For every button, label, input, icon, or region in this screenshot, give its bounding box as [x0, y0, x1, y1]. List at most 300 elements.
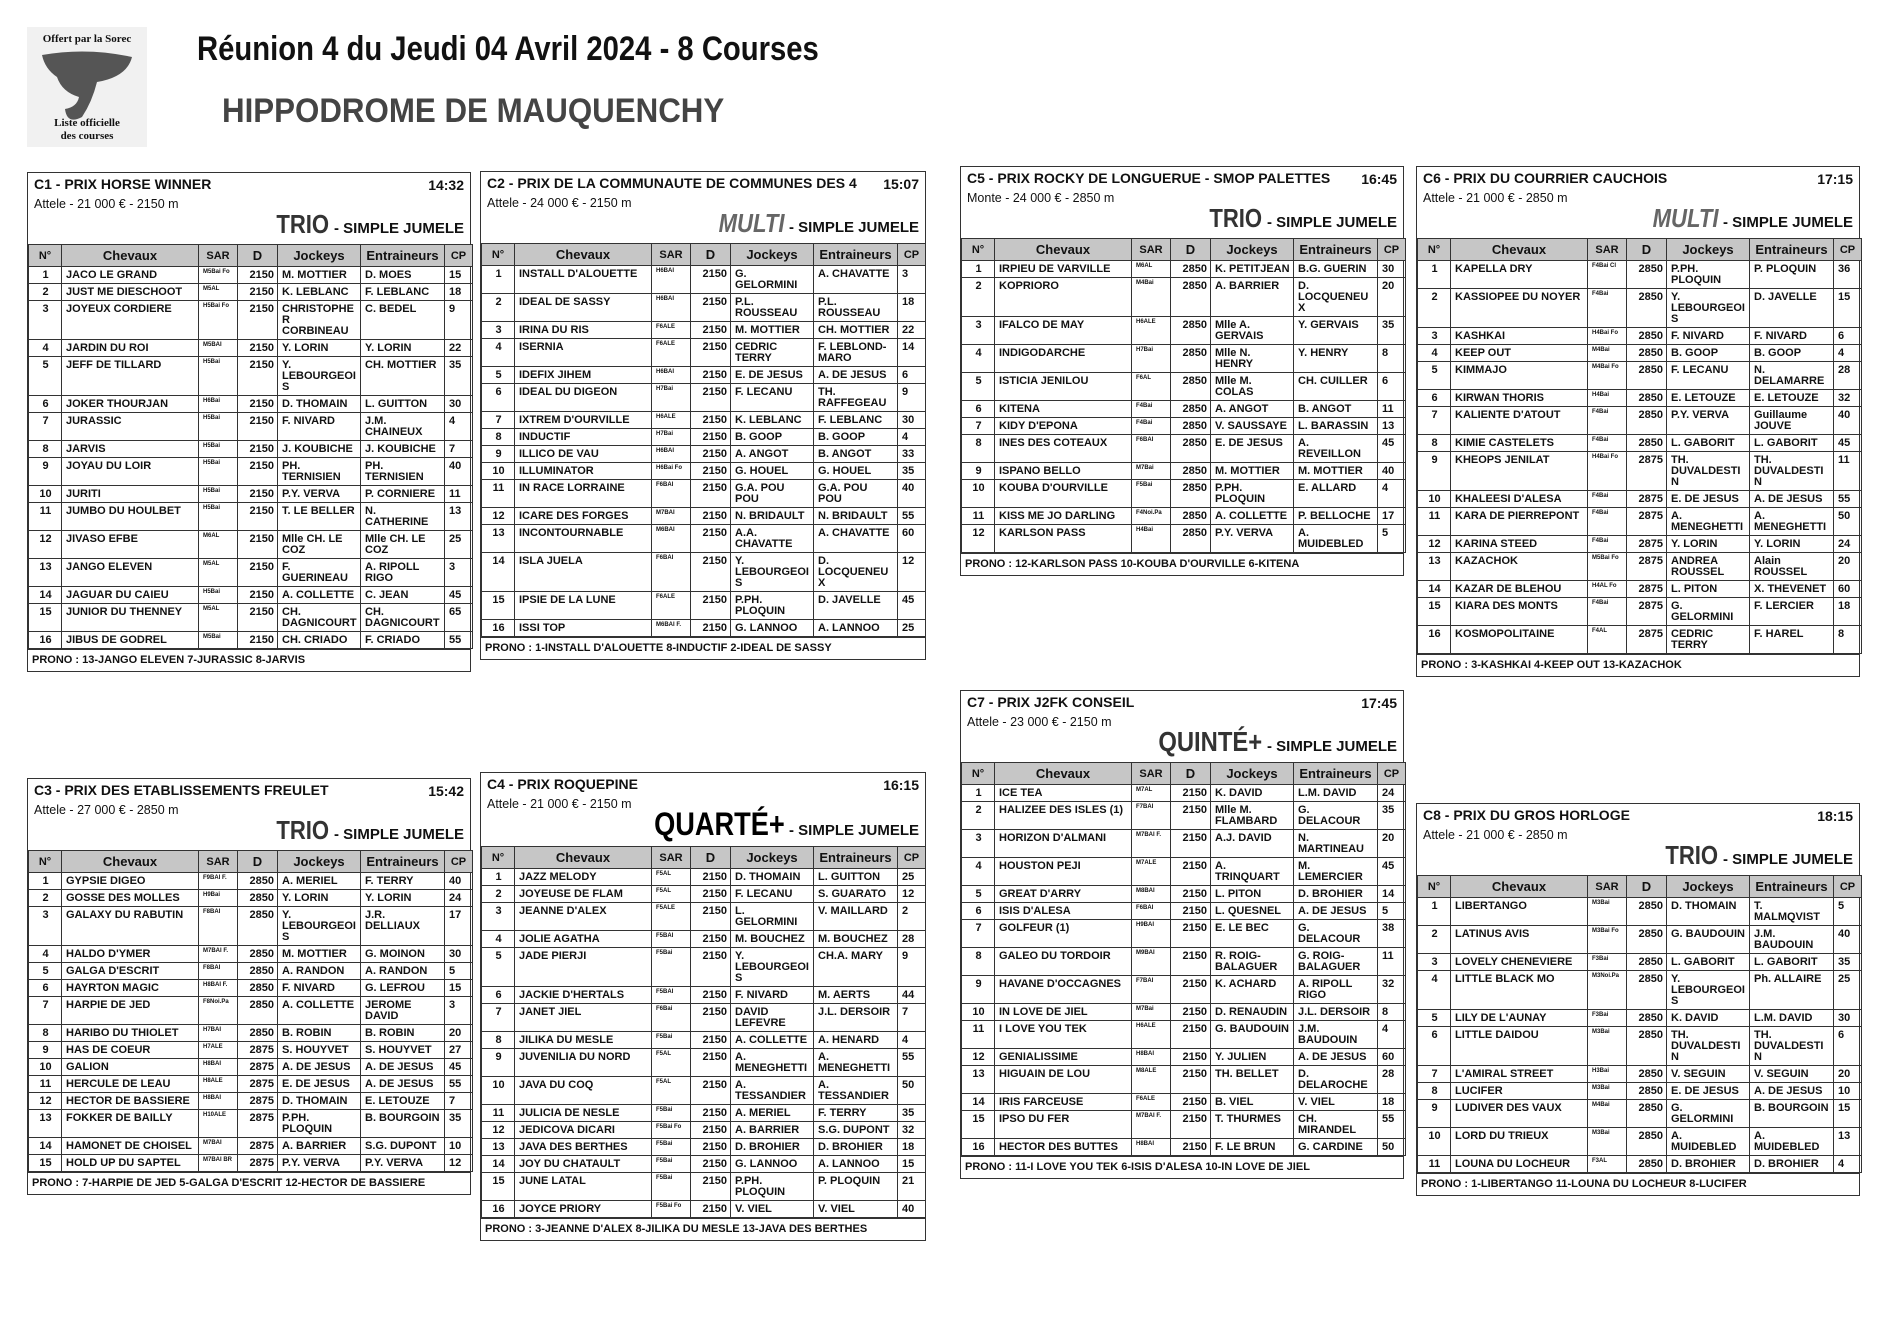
- column-header-sar: SAR: [199, 851, 238, 873]
- column-header-horse: Chevaux: [62, 851, 199, 873]
- runner-sar: F9BAI F.: [199, 873, 238, 890]
- runner-sar: H5Bai: [199, 587, 238, 604]
- runner-row: [29, 1155, 473, 1172]
- runner-cp: 20: [1378, 830, 1406, 858]
- runner-trainer: D. JAVELLE: [1750, 289, 1834, 328]
- runner-sar: F8Noi.Pa: [199, 997, 238, 1025]
- runner-cp: 13: [1834, 1128, 1862, 1156]
- runner-sar: H10ALE: [199, 1110, 238, 1138]
- runner-jockey: Y. LORIN: [278, 890, 361, 907]
- runner-horse: JANGO ELEVEN: [62, 559, 199, 587]
- runner-distance: 2150: [691, 429, 731, 446]
- runner-number: 8: [962, 435, 995, 463]
- runner-row: [962, 976, 1406, 1004]
- column-header-trainer: Entraineurs: [361, 851, 445, 873]
- runner-distance: 2150: [691, 508, 731, 525]
- runner-sar: H6BAI: [652, 266, 691, 294]
- runner-horse: KIDY D'EPONA: [995, 418, 1132, 435]
- runner-trainer: B. BOURGOIN: [1750, 1100, 1834, 1128]
- runner-horse: ICARE DES FORGES: [515, 508, 652, 525]
- runner-trainer: X. THEVENET: [1750, 581, 1834, 598]
- runner-trainer: D. BROHIER: [1750, 1156, 1834, 1173]
- runner-trainer: P. CORNIERE: [361, 486, 445, 503]
- runner-number: 3: [962, 830, 995, 858]
- column-header-cp: CP: [1378, 763, 1406, 785]
- runner-row: [1418, 289, 1862, 328]
- runner-number: 16: [29, 632, 62, 649]
- runner-row: [962, 435, 1406, 463]
- runner-distance: 2875: [238, 1138, 278, 1155]
- runner-number: 5: [29, 963, 62, 980]
- runner-row: [1418, 508, 1862, 536]
- runner-row: [29, 267, 473, 284]
- runner-trainer: N. CATHERINE: [361, 503, 445, 531]
- runner-trainer: P. PLOQUIN: [1750, 261, 1834, 289]
- runner-sar: H6BAI: [652, 294, 691, 322]
- runner-row: [962, 418, 1406, 435]
- race-card: [27, 778, 471, 1195]
- runner-distance: 2150: [691, 1156, 731, 1173]
- runner-sar: F4Bai: [1588, 598, 1627, 626]
- runner-sar: M4Bai Fo: [1588, 362, 1627, 390]
- prono: PRONO : 1-LIBERTANGO 11-LOUNA DU LOCHEUR 8-LUCIFER: [1417, 1173, 1859, 1195]
- column-header-cp: CP: [898, 244, 926, 266]
- runner-trainer: F. LERCIER: [1750, 598, 1834, 626]
- runner-horse: ILLUMINATOR: [515, 463, 652, 480]
- runner-row: [482, 412, 926, 429]
- runner-cp: 24: [1834, 536, 1862, 553]
- runner-sar: M6AL: [199, 531, 238, 559]
- runner-row: [29, 486, 473, 503]
- race-conditions: Attele - 21 000 € - 2150 m: [34, 197, 179, 211]
- runner-number: 10: [482, 463, 515, 480]
- runner-horse: IDEFIX JIHEM: [515, 367, 652, 384]
- table-header-row: [962, 763, 1406, 785]
- runner-row: [482, 1122, 926, 1139]
- runner-row: [482, 553, 926, 592]
- runner-row: [1418, 328, 1862, 345]
- runner-sar: M3Noi.Pa: [1588, 971, 1627, 1010]
- runner-number: 12: [29, 531, 62, 559]
- column-header-sar: SAR: [652, 847, 691, 869]
- runner-cp: 55: [898, 508, 926, 525]
- runner-horse: LILY DE L'AUNAY: [1451, 1010, 1588, 1027]
- runner-distance: 2150: [1171, 1139, 1211, 1156]
- runner-sar: M7Bai: [1132, 1004, 1171, 1021]
- runner-trainer: L. BARASSIN: [1294, 418, 1378, 435]
- runner-row: [1418, 1083, 1862, 1100]
- race-header: [1417, 167, 1859, 187]
- runner-distance: 2850: [1171, 435, 1211, 463]
- runner-row: [1418, 971, 1862, 1010]
- runner-row: [482, 1201, 926, 1218]
- column-header-cp: CP: [1834, 239, 1862, 261]
- runner-number: 15: [1418, 598, 1451, 626]
- runner-number: 5: [1418, 1010, 1451, 1027]
- runner-number: 13: [962, 1066, 995, 1094]
- runner-jockey: L. PITON: [1211, 886, 1294, 903]
- runner-cp: 30: [1378, 261, 1406, 278]
- runner-distance: 2850: [1627, 390, 1667, 407]
- runner-cp: 10: [1834, 1083, 1862, 1100]
- runner-horse: KEEP OUT: [1451, 345, 1588, 362]
- race-code: C6 -: [1423, 170, 1450, 186]
- runner-trainer: JEROME DAVID: [361, 997, 445, 1025]
- runner-distance: 2850: [238, 963, 278, 980]
- runner-jockey: Mlle A. GERVAIS: [1211, 317, 1294, 345]
- runner-number: 9: [482, 1049, 515, 1077]
- runner-number: 9: [1418, 452, 1451, 491]
- runner-cp: 55: [1378, 1111, 1406, 1139]
- race-header: [1417, 804, 1859, 824]
- runner-distance: 2150: [238, 531, 278, 559]
- runner-row: [482, 1032, 926, 1049]
- runner-number: 2: [29, 890, 62, 907]
- runner-trainer: CH. CUILLER: [1294, 373, 1378, 401]
- runner-distance: 2875: [1627, 553, 1667, 581]
- runner-distance: 2150: [691, 1077, 731, 1105]
- column-header-horse: Chevaux: [515, 847, 652, 869]
- race-code: C1 -: [34, 176, 61, 192]
- runner-sar: F6BAI: [652, 480, 691, 508]
- runner-sar: M3Bai: [1588, 1027, 1627, 1066]
- runner-sar: H5Bai: [199, 458, 238, 486]
- runner-sar: H4Bai Fo: [1588, 328, 1627, 345]
- runner-trainer: F. LEBLANC: [361, 284, 445, 301]
- runner-sar: F5AL: [652, 1049, 691, 1077]
- runner-row: [1418, 390, 1862, 407]
- runner-number: 12: [962, 525, 995, 553]
- runner-jockey: Y. LORIN: [1667, 536, 1750, 553]
- runner-horse: LOVELY CHENEVIERE: [1451, 954, 1588, 971]
- runner-number: 9: [962, 463, 995, 480]
- column-header-trainer: Entraineurs: [1294, 763, 1378, 785]
- runner-trainer: D. BROHIER: [814, 1139, 898, 1156]
- runner-distance: 2850: [1171, 525, 1211, 553]
- runner-horse: LUDIVER DES VAUX: [1451, 1100, 1588, 1128]
- runner-horse: LITTLE DAIDOU: [1451, 1027, 1588, 1066]
- runner-distance: 2850: [1627, 1027, 1667, 1066]
- runner-trainer: J. KOUBICHE: [361, 441, 445, 458]
- runner-trainer: Alain ROUSSEL: [1750, 553, 1834, 581]
- runner-distance: 2150: [691, 620, 731, 637]
- runner-sar: M9BAI: [1132, 948, 1171, 976]
- runner-horse: L'AMIRAL STREET: [1451, 1066, 1588, 1083]
- runner-number: 4: [482, 931, 515, 948]
- runner-number: 9: [29, 1042, 62, 1059]
- runner-number: 5: [962, 373, 995, 401]
- runner-sar: H3Bai: [1588, 1066, 1627, 1083]
- runner-cp: 14: [898, 339, 926, 367]
- runner-cp: 55: [445, 632, 473, 649]
- runner-distance: 2150: [238, 284, 278, 301]
- runner-row: [1418, 954, 1862, 971]
- runner-horse: IRIS FARCEUSE: [995, 1094, 1132, 1111]
- runner-distance: 2850: [238, 980, 278, 997]
- column-header-cp: CP: [1378, 239, 1406, 261]
- runner-trainer: Y. LORIN: [361, 340, 445, 357]
- bet-type: MULTI: [1652, 203, 1719, 233]
- runner-jockey: P.PH. PLOQUIN: [731, 592, 814, 620]
- runner-distance: 2150: [238, 632, 278, 649]
- runner-cp: 27: [445, 1042, 473, 1059]
- runner-jockey: P.Y. VERVA: [278, 1155, 361, 1172]
- runner-jockey: D. BROHIER: [1667, 1156, 1750, 1173]
- runner-horse: KAZACHOK: [1451, 553, 1588, 581]
- runner-cp: 35: [1378, 802, 1406, 830]
- runner-cp: 55: [445, 1076, 473, 1093]
- runner-row: [29, 1059, 473, 1076]
- runner-jockey: P.Y. VERVA: [278, 486, 361, 503]
- runner-sar: H8ALE: [199, 1076, 238, 1093]
- runner-horse: HARIBO DU THIOLET: [62, 1025, 199, 1042]
- runner-distance: 2875: [238, 1110, 278, 1138]
- bet-type: TRIO: [1209, 203, 1263, 233]
- runner-number: 14: [29, 1138, 62, 1155]
- runner-trainer: A. DE JESUS: [361, 1076, 445, 1093]
- runner-row: [29, 604, 473, 632]
- runner-trainer: B. BOURGOIN: [361, 1110, 445, 1138]
- runner-number: 11: [1418, 508, 1451, 536]
- runner-cp: 60: [898, 525, 926, 553]
- bet-suffix: - SIMPLE JUMELE: [333, 220, 464, 237]
- bet-suffix: - SIMPLE JUMELE: [1266, 214, 1397, 231]
- runner-trainer: C. BEDEL: [361, 301, 445, 340]
- runner-jockey: K. DAVID: [1667, 1010, 1750, 1027]
- runner-distance: 2150: [1171, 1111, 1211, 1139]
- runner-distance: 2875: [1627, 491, 1667, 508]
- runner-number: 5: [482, 367, 515, 384]
- runner-horse: HALDO D'YMER: [62, 946, 199, 963]
- runner-distance: 2150: [691, 1122, 731, 1139]
- runner-number: 1: [962, 261, 995, 278]
- runner-row: [29, 301, 473, 340]
- runner-jockey: TH. DUVALDESTIN: [1667, 452, 1750, 491]
- runner-cp: 20: [1834, 1066, 1862, 1083]
- runner-row: [482, 987, 926, 1004]
- runner-row: [29, 907, 473, 946]
- runner-distance: 2150: [238, 486, 278, 503]
- runner-horse: HORIZON D'ALMANI: [995, 830, 1132, 858]
- runner-trainer: L. GABORIT: [1750, 954, 1834, 971]
- runner-sar: H7Bai: [652, 384, 691, 412]
- runner-trainer: Ph. ALLAIRE: [1750, 971, 1834, 1010]
- runner-cp: 20: [445, 1025, 473, 1042]
- runner-trainer: G. HOUEL: [814, 463, 898, 480]
- runner-horse: INCONTOURNABLE: [515, 525, 652, 553]
- race-title: [1423, 808, 1853, 823]
- runner-distance: 2875: [1627, 626, 1667, 654]
- runner-horse: KISS ME JO DARLING: [995, 508, 1132, 525]
- runner-sar: H5Bai: [199, 486, 238, 503]
- column-header-cp: CP: [445, 851, 473, 873]
- runner-row: [29, 1138, 473, 1155]
- runner-sar: H6Bai Fo: [652, 463, 691, 480]
- runner-jockey: D. RENAUDIN: [1211, 1004, 1294, 1021]
- runner-row: [962, 261, 1406, 278]
- runner-distance: 2150: [238, 458, 278, 486]
- runner-sar: M8BAI: [1132, 886, 1171, 903]
- runner-row: [482, 592, 926, 620]
- runner-distance: 2150: [1171, 858, 1211, 886]
- column-header-jockey: Jockeys: [1211, 763, 1294, 785]
- runner-number: 4: [962, 858, 995, 886]
- runner-row: [962, 401, 1406, 418]
- bet-suffix: - SIMPLE JUMELE: [788, 822, 919, 839]
- race-time: 17:45: [1361, 695, 1397, 711]
- bet-type: MULTI: [718, 208, 785, 238]
- runner-distance: 2150: [1171, 1021, 1211, 1049]
- runner-cp: 35: [898, 1105, 926, 1122]
- runner-trainer: E. LETOUZE: [361, 1093, 445, 1110]
- race-name: PRIX ROQUEPINE: [517, 776, 638, 792]
- bet-line: [961, 205, 1403, 238]
- runner-trainer: M. BOUCHEZ: [814, 931, 898, 948]
- runner-horse: GOSSE DES MOLLES: [62, 890, 199, 907]
- runner-cp: 35: [1378, 317, 1406, 345]
- runner-trainer: S. HOUYVET: [361, 1042, 445, 1059]
- runner-number: 16: [1418, 626, 1451, 654]
- runner-horse: GYPSIE DIGEO: [62, 873, 199, 890]
- runner-number: 5: [482, 948, 515, 987]
- runner-cp: 35: [445, 357, 473, 396]
- runner-trainer: D. MOES: [361, 267, 445, 284]
- runner-number: 11: [29, 503, 62, 531]
- runner-cp: 3: [445, 559, 473, 587]
- runner-number: 9: [1418, 1100, 1451, 1128]
- runner-trainer: G. DELACOUR: [1294, 920, 1378, 948]
- race-header: [481, 773, 925, 793]
- runner-cp: 35: [1834, 954, 1862, 971]
- runner-jockey: M. MOTTIER: [1211, 463, 1294, 480]
- runner-row: [962, 858, 1406, 886]
- runner-trainer: A. CHAVATTE: [814, 266, 898, 294]
- runner-trainer: L. GUITTON: [814, 869, 898, 886]
- column-header-cp: CP: [898, 847, 926, 869]
- runners-table: [481, 846, 926, 1218]
- column-header-jockey: Jockeys: [731, 847, 814, 869]
- runner-sar: H7BAI: [199, 1025, 238, 1042]
- runner-horse: JUMBO DU HOULBET: [62, 503, 199, 531]
- runner-row: [29, 1093, 473, 1110]
- runner-horse: INDUCTIF: [515, 429, 652, 446]
- runner-row: [962, 1004, 1406, 1021]
- column-header-horse: Chevaux: [1451, 239, 1588, 261]
- runner-number: 11: [482, 480, 515, 508]
- runner-row: [29, 413, 473, 441]
- table-header-row: [482, 244, 926, 266]
- runner-jockey: G. GELORMINI: [1667, 598, 1750, 626]
- bet-line: [28, 211, 470, 244]
- runner-row: [1418, 898, 1862, 926]
- runner-sar: H7ALE: [199, 1042, 238, 1059]
- runner-row: [29, 587, 473, 604]
- runner-row: [29, 963, 473, 980]
- runner-row: [482, 948, 926, 987]
- bet-type: TRIO: [1665, 840, 1719, 870]
- runner-trainer: B. GOOP: [814, 429, 898, 446]
- runner-jockey: G.A. POU POU: [731, 480, 814, 508]
- runner-number: 1: [29, 873, 62, 890]
- column-header-trainer: Entraineurs: [1750, 876, 1834, 898]
- runner-number: 1: [1418, 898, 1451, 926]
- runner-row: [962, 948, 1406, 976]
- runner-trainer: G. DELACOUR: [1294, 802, 1378, 830]
- race-conditions: Monte - 24 000 € - 2850 m: [967, 191, 1115, 205]
- runner-jockey: L. GABORIT: [1667, 954, 1750, 971]
- runner-trainer: F. TERRY: [814, 1105, 898, 1122]
- runner-cp: 20: [1834, 553, 1862, 581]
- runner-horse: HAMONET DE CHOISEL: [62, 1138, 199, 1155]
- runner-row: [482, 620, 926, 637]
- runner-distance: 2150: [1171, 1066, 1211, 1094]
- runner-distance: 2150: [1171, 785, 1211, 802]
- runner-distance: 2850: [1627, 1100, 1667, 1128]
- runner-sar: M7BAI F.: [199, 946, 238, 963]
- runner-horse: JOYAU DU LOIR: [62, 458, 199, 486]
- runner-cp: 5: [445, 963, 473, 980]
- column-header-jockey: Jockeys: [1667, 239, 1750, 261]
- runner-row: [962, 1094, 1406, 1111]
- race-card: [1416, 803, 1860, 1196]
- runner-sar: M3Bai: [1588, 1128, 1627, 1156]
- column-header-horse: Chevaux: [515, 244, 652, 266]
- race-name: PRIX DU COURRIER CAUCHOIS: [1453, 170, 1668, 186]
- runner-row: [1418, 345, 1862, 362]
- runner-horse: JAVA DU COQ: [515, 1077, 652, 1105]
- race-time: 15:07: [883, 176, 919, 192]
- runner-distance: 2150: [691, 903, 731, 931]
- runners-table: [961, 762, 1406, 1156]
- runner-jockey: F. LECANU: [731, 886, 814, 903]
- runner-jockey: P.PH. PLOQUIN: [1211, 480, 1294, 508]
- runner-sar: F5Bai: [652, 948, 691, 987]
- runner-row: [29, 284, 473, 301]
- runner-distance: 2850: [1171, 261, 1211, 278]
- runner-horse: IPSO DU FER: [995, 1111, 1132, 1139]
- runner-trainer: G. ROIG-BALAGUER: [1294, 948, 1378, 976]
- bet-type: TRIO: [276, 209, 330, 239]
- runner-cp: 9: [445, 301, 473, 340]
- runner-distance: 2150: [691, 384, 731, 412]
- runner-jockey: V. SEGUIN: [1667, 1066, 1750, 1083]
- runner-jockey: Y. LEBOURGEOIS: [1667, 971, 1750, 1010]
- runner-jockey: D. BROHIER: [731, 1139, 814, 1156]
- runner-cp: 45: [445, 587, 473, 604]
- runner-distance: 2150: [691, 869, 731, 886]
- runner-horse: IFALCO DE MAY: [995, 317, 1132, 345]
- runner-number: 2: [482, 886, 515, 903]
- runner-cp: 11: [1378, 401, 1406, 418]
- runner-number: 10: [29, 1059, 62, 1076]
- runner-horse: KARA DE PIERREPONT: [1451, 508, 1588, 536]
- runner-distance: 2850: [1627, 362, 1667, 390]
- runner-distance: 2150: [1171, 948, 1211, 976]
- runner-number: 4: [962, 345, 995, 373]
- runner-cp: 45: [1834, 435, 1862, 452]
- runner-jockey: Mlle CH. LE COZ: [278, 531, 361, 559]
- race-code: C3 -: [34, 782, 61, 798]
- runner-sar: H8BAI F.: [199, 980, 238, 997]
- runner-trainer: V. MAILLARD: [814, 903, 898, 931]
- runner-horse: KIARA DES MONTS: [1451, 598, 1588, 626]
- column-header-sar: SAR: [199, 245, 238, 267]
- runner-horse: JUNIOR DU THENNEY: [62, 604, 199, 632]
- table-header-row: [482, 847, 926, 869]
- runner-sar: F3Bai: [1588, 1010, 1627, 1027]
- runner-distance: 2850: [1171, 463, 1211, 480]
- column-header-trainer: Entraineurs: [1750, 239, 1834, 261]
